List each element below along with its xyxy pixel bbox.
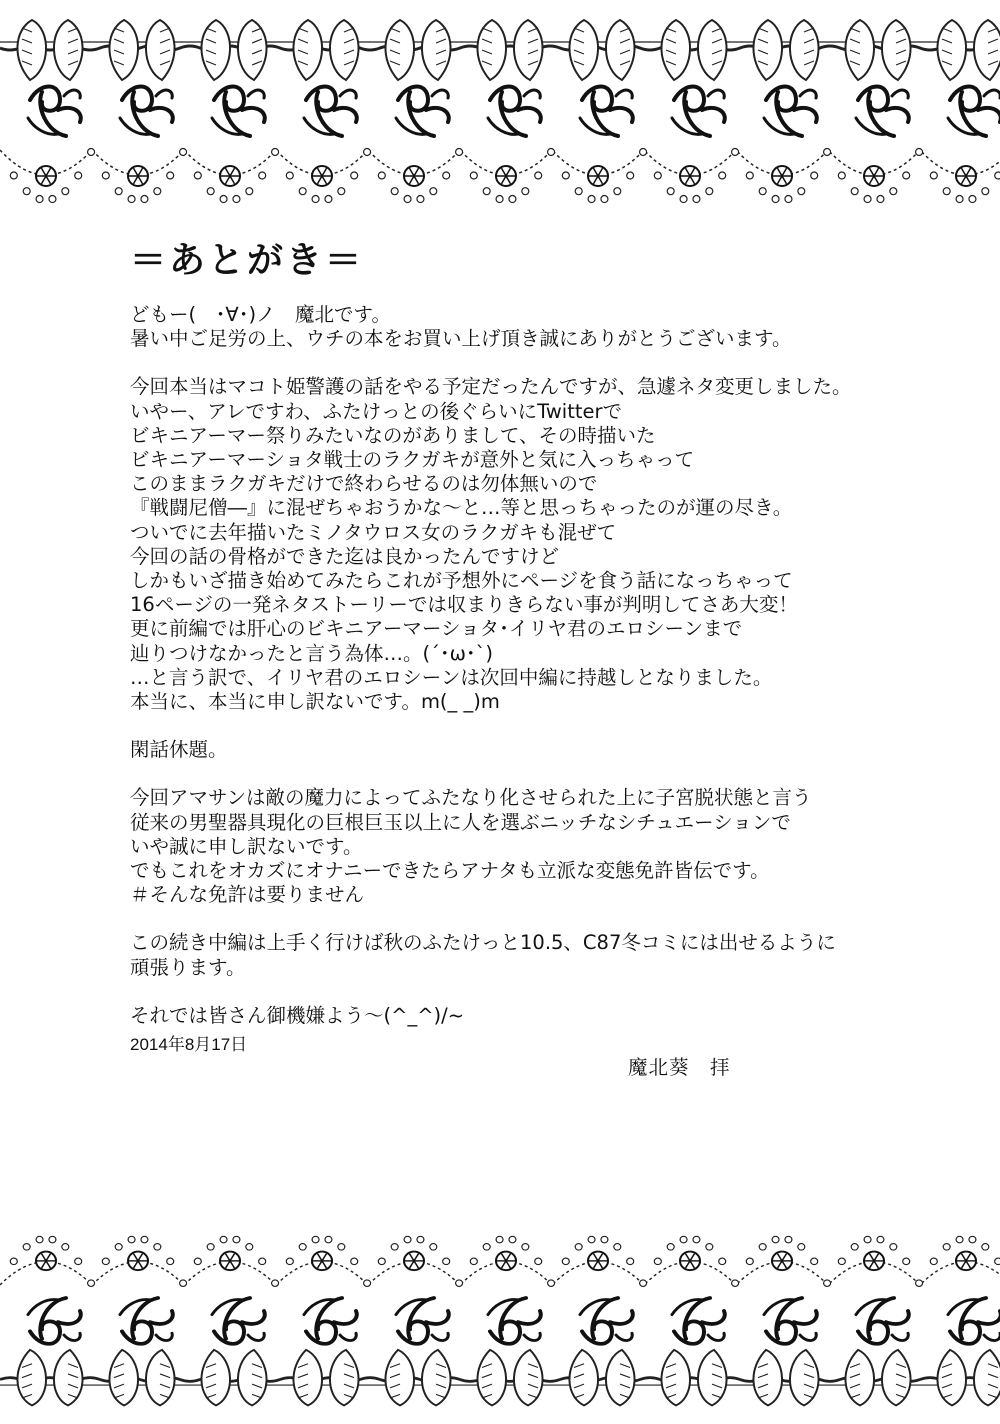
text-line: 16ページの一発ネタストーリーでは収まりきらない事が判明してさあ大変！ xyxy=(130,593,798,617)
paragraph-gap xyxy=(130,714,930,738)
afterword-body xyxy=(130,303,930,1028)
text-line: このままラクガキだけで終わらせるのは勿体無いので xyxy=(130,472,598,496)
paragraph-gap xyxy=(130,907,930,931)
text-line: 本当に、本当に申し訳ないです。m(_ _)m xyxy=(130,690,500,714)
paragraph xyxy=(130,931,930,979)
text-line: 『戦闘尼僧―』に混ぜちゃおうかな～と…等と思っちゃったのが運の尽き。 xyxy=(130,496,793,520)
paragraph xyxy=(130,1004,930,1028)
text-line: 従来の男聖器具現化の巨根巨玉以上に人を選ぶニッチなシチュエーションで xyxy=(130,810,791,834)
text-line: 暑い中ご足労の上、ウチの本をお買い上げ頂き誠にありがとうございます。 xyxy=(130,327,792,351)
text-line: いや誠に申し訳ないです。 xyxy=(130,834,363,858)
paragraph xyxy=(130,786,930,907)
text-line: しかもいざ描き始めてみたらこれが予想外にページを食う話になっちゃって xyxy=(130,569,793,593)
text-line: この続き中編は上手く行けば秋のふたけっと10.5、C87冬コミには出せるように xyxy=(130,931,836,955)
text-line: 今回本当はマコト姫警護の話をやる予定だったんですが、急遽ネタ変更しました。 xyxy=(130,375,852,399)
lace-border-bottom-image xyxy=(0,1234,1000,1424)
text-line: それでは皆さん御機嫌よう～(^_^)/~ xyxy=(130,1003,465,1027)
text-line: ビキニアーマーショタ戦士のラクガキが意外と気に入っちゃって xyxy=(130,448,695,472)
text-line: 頑張ります。 xyxy=(130,955,246,979)
paragraph xyxy=(130,738,930,762)
lace-border-top-image xyxy=(0,0,1000,205)
text-line: 今回の話の骨格ができた迄は良かったんですけど xyxy=(130,544,560,568)
text-line: 辿りつけなかったと言う為体…。(´･ω･`) xyxy=(130,641,494,665)
text-line: でもこれをオカズにオナニーできたらアナタも立派な変態免許皆伝です。 xyxy=(130,859,770,883)
text-line: ついでに去年描いたミノタウロス女のラクガキも混ぜて xyxy=(130,520,617,544)
afterword-text xyxy=(130,232,930,1028)
text-line: いやー、アレですわ、ふたけっとの後ぐらいにTwitterで xyxy=(130,399,623,423)
text-line: 更に前編では肝心のビキニアーマーショタ･イリヤ君のエロシーンまで xyxy=(130,617,743,641)
text-line: 閑話休題。 xyxy=(130,738,228,762)
bottom-ornamental-border xyxy=(0,1234,1000,1424)
text-line: 今回アマサンは敵の魔力によってふたなり化させられた上に子宮脱状態と言う xyxy=(130,786,812,810)
paragraph xyxy=(130,303,930,351)
text-line: ＃そんな免許は要りません xyxy=(130,883,365,907)
paragraph xyxy=(130,375,930,714)
author-signature: 魔北葵 拝 xyxy=(628,1056,731,1079)
text-line: ビキニアーマー祭りみたいなのがありまして、その時描いた xyxy=(130,423,656,447)
page-title: ＝あとがき＝ xyxy=(130,240,365,281)
top-ornamental-border xyxy=(0,0,1000,205)
text-line: …と言う訳で、イリヤ君のエロシーンは次回中編に持越しとなりました。 xyxy=(130,665,773,689)
date: 2014年8月17日 xyxy=(130,1035,248,1054)
paragraph-gap xyxy=(130,980,930,1004)
paragraph-gap xyxy=(130,762,930,786)
text-line: どもー( ･∀･)ノ 魔北です。 xyxy=(130,303,391,326)
paragraph-gap xyxy=(130,351,930,375)
